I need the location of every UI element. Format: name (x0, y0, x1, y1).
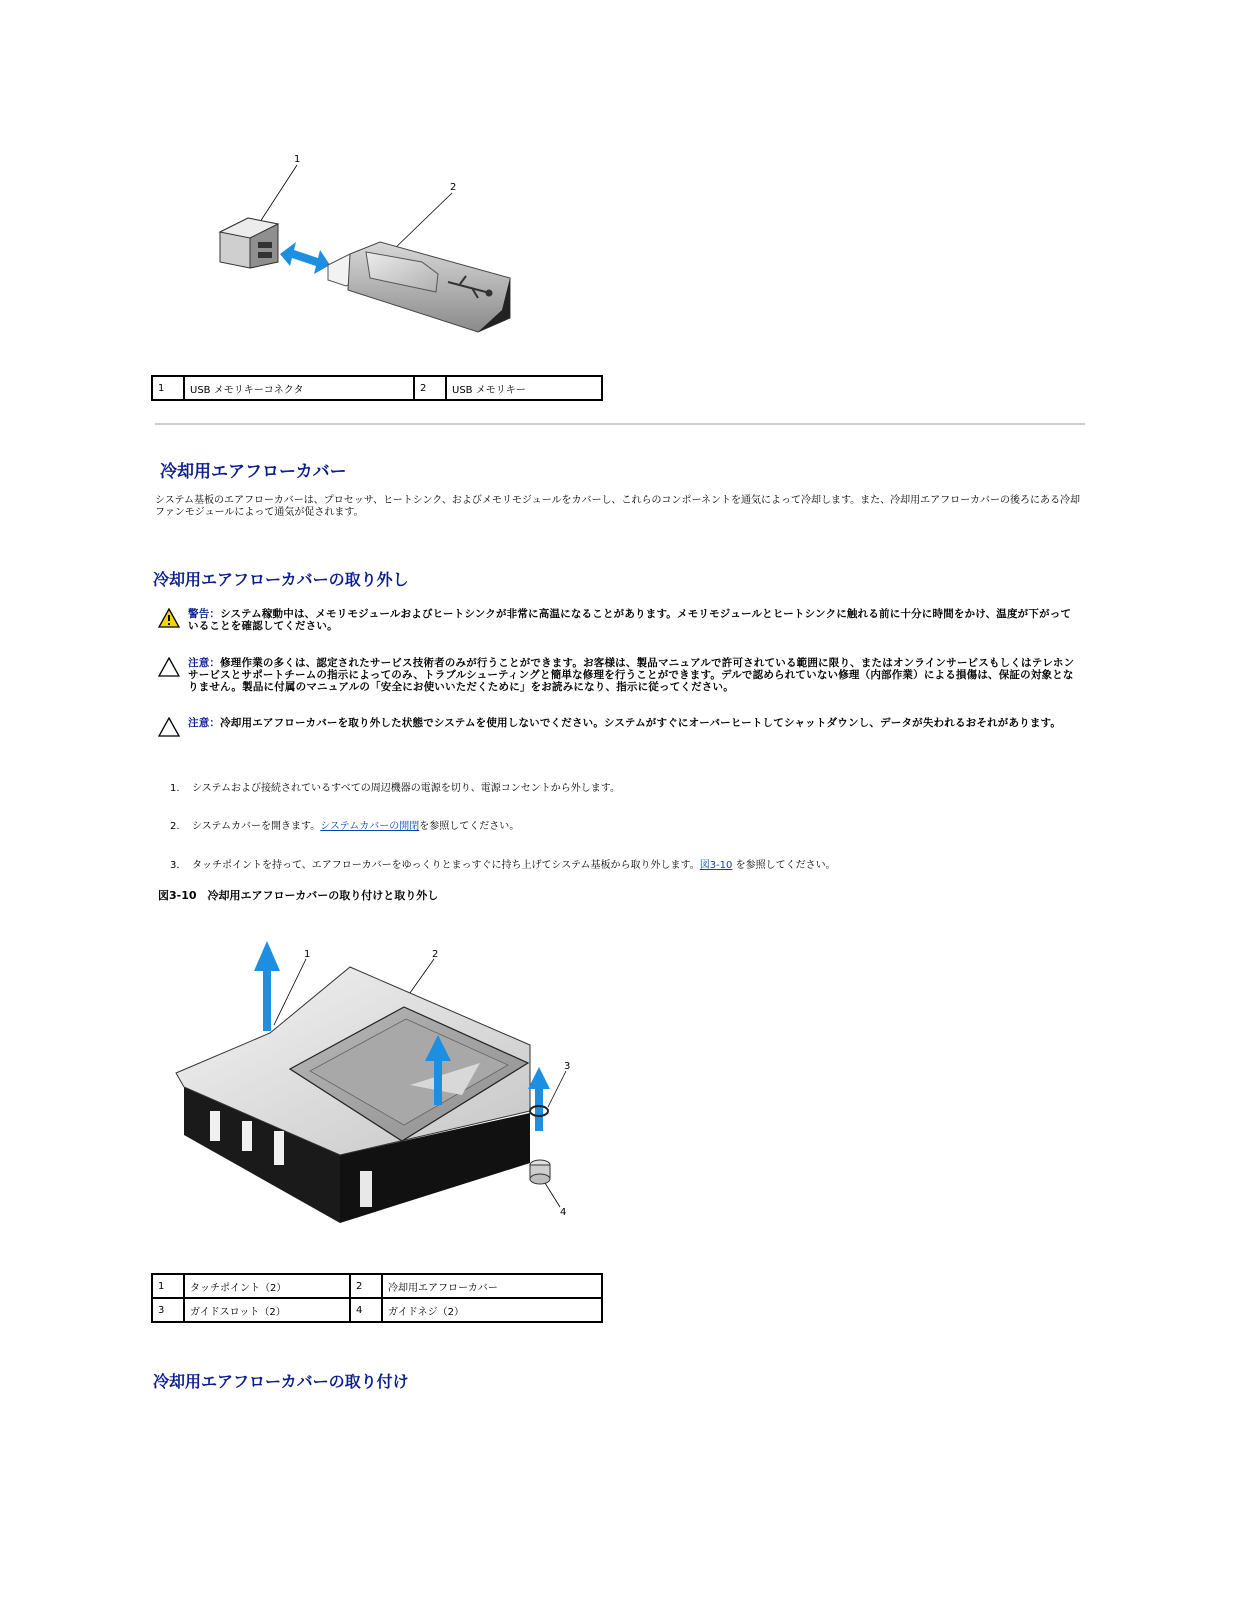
airflow-legend-table (151, 1273, 603, 1323)
section-title: 冷却用エアフローカバー (160, 462, 347, 482)
warning-icon (158, 608, 180, 628)
table-row (152, 1274, 602, 1298)
legend-num: 2 (350, 1274, 382, 1298)
caution-label: 注意： (188, 657, 221, 669)
warning-note (158, 608, 1078, 638)
step-text: システムカバーを開きます。 (192, 821, 321, 832)
figure-link[interactable]: 図3-10 (699, 860, 733, 871)
usb-memory-key-illustration (210, 150, 530, 350)
removal-title: 冷却用エアフローカバーの取り外し (153, 570, 409, 589)
legend-label: タッチポイント（2） (184, 1274, 350, 1298)
warning-text: システム稼動中は、メモリモジュールおよびヒートシンクが非常に高温になることがあります。メモリモジュールとヒートシンクに触れる前に十分に時間をかけ、温度が下がっていることを確認してください。 (188, 608, 1072, 632)
list-item (170, 779, 620, 794)
callout-2: 2 (432, 949, 439, 960)
legend-num: 2 (414, 376, 446, 400)
caution-icon (158, 657, 180, 677)
section-divider (155, 423, 1085, 425)
step-text: システムおよび接続されているすべての周辺機器の電源を切り、電源コンセントから外します。 (192, 783, 620, 794)
callout-1: 1 (294, 154, 301, 165)
step-text: タッチポイントを持って、エアフローカバーをゆっくりとまっすぐに持ち上げてシステム基板から取り外します。 (192, 860, 700, 871)
step-text: を参照してください。 (419, 821, 520, 832)
callout-3: 3 (564, 1061, 571, 1072)
caution-text: 冷却用エアフローカバーを取り外した状態でシステムを使用しないでください。システムがすぐにオーバーヒートしてシャットダウンし、データが失われるおそれがあります。 (220, 717, 1062, 729)
caution-note (158, 717, 1078, 747)
caution-label: 注意： (188, 717, 221, 729)
system-cover-link[interactable]: システムカバーの開閉 (320, 821, 420, 832)
legend-num: 4 (350, 1298, 382, 1322)
legend-label: ガイドスロット（2） (184, 1298, 350, 1322)
usb-legend-table (151, 375, 603, 401)
callout-4: 4 (560, 1207, 567, 1218)
step-number: 2. (170, 821, 180, 832)
caution-icon (158, 717, 180, 737)
legend-label: USB メモリキーコネクタ (184, 376, 414, 400)
caution-text: 修理作業の多くは、認定されたサービス技術者のみが行うことができます。お客様は、製品マニュアルで許可されている範囲に限り、またはオンラインサービスもしくはテレホンサービスとサポートチームの指示によってのみ、トラブルシューティングと簡単な修理を行うことができます。デルで認められていない修理（内部作業）による損傷は、保証の対象となりません。製品に付属のマニュアルの「安全にお使いいただくために」をお読みになり、指示に従ってください。 (188, 657, 1075, 693)
list-item (170, 817, 519, 832)
legend-num: 1 (152, 1274, 184, 1298)
airflow-cover-illustration (170, 935, 590, 1235)
step-number: 1. (170, 783, 180, 794)
step-number: 3. (170, 860, 180, 871)
callout-2: 2 (450, 182, 457, 193)
table-row (152, 1298, 602, 1322)
figure-caption: 図3-10 冷却用エアフローカバーの取り付けと取り外し (158, 889, 439, 902)
warning-label: 警告： (188, 608, 221, 620)
legend-label: 冷却用エアフローカバー (382, 1274, 602, 1298)
caution-note (158, 657, 1078, 697)
install-title: 冷却用エアフローカバーの取り付け (153, 1372, 409, 1391)
callout-1: 1 (304, 949, 311, 960)
legend-label: ガイドネジ（2） (382, 1298, 602, 1322)
table-row (152, 376, 602, 400)
step-text: を参照してください。 (732, 860, 836, 871)
list-item (170, 856, 836, 871)
legend-num: 1 (152, 376, 184, 400)
legend-num: 3 (152, 1298, 184, 1322)
legend-label: USB メモリキー (446, 376, 602, 400)
section-intro: システム基板のエアフローカバーは、プロセッサ、ヒートシンク、およびメモリモジュールをカバーし、これらのコンポーネントを通気によって冷却します。また、冷却用エアフローカバーの後ろにある冷却ファンモジュールによって通気が促されます。 (155, 495, 1080, 518)
